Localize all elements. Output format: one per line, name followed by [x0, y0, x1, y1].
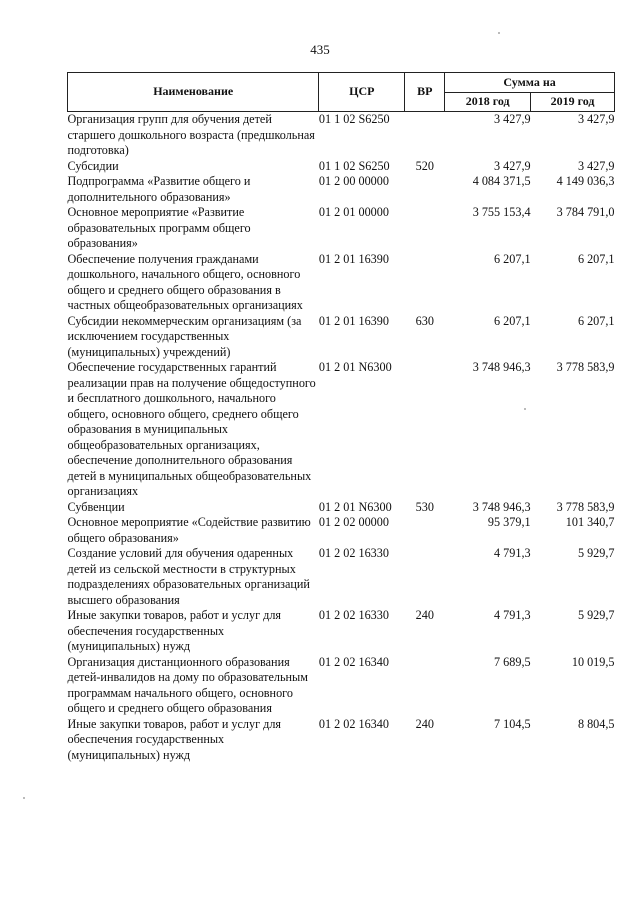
row-sum-2019: 3 778 583,9	[556, 360, 615, 374]
row-name: Обеспечение получения гражданами дошкольного, начального общего, основного общего и среднего общего образования в частных общеобразовательных организациях	[67, 251, 303, 312]
row-sum-2019: 10 019,5	[571, 654, 615, 669]
table-row	[68, 205, 615, 252]
header-year-2019: 2019 год	[531, 92, 615, 112]
row-sum-2018: 4 791,3	[494, 608, 531, 622]
row-name: Создание условий для обучения одаренных детей из сельской местности в структурных подразделениях образовательных организаций высшего образования	[67, 546, 310, 607]
row-csr: 01 2 01 N6300	[318, 499, 392, 514]
row-csr: 01 2 02 16340	[318, 716, 389, 731]
row-sum-2019: 3 427,9	[577, 112, 615, 126]
row-csr: 01 1 02 S6250	[318, 112, 390, 126]
row-csr: 01 2 00 00000	[318, 174, 389, 188]
row-sum-2019: 3 778 583,9	[556, 499, 615, 514]
row-csr: 01 2 01 16390	[318, 313, 389, 328]
table-row	[68, 608, 615, 655]
budget-table	[67, 72, 615, 763]
table-row	[68, 174, 615, 205]
row-name: Обеспечение государственных гарантий реализации прав на получение общедоступного и бесплатного дошкольного, начального общего, основного общего, среднего общего образования в муниципальных общеобразовательных организациях, обеспечение дополнительного образования детей в муниципальных общеобразовательных организациях	[67, 360, 316, 498]
row-sum-2018: 95 379,1	[487, 515, 531, 529]
row-sum-2019: 6 207,1	[577, 313, 615, 328]
row-vr	[405, 252, 445, 314]
row-vr: 240	[415, 716, 434, 731]
row-sum-2018: 3 755 153,4	[472, 205, 531, 219]
row-name: Иные закупки товаров, работ и услуг для обеспечения государственных (муниципальных) нужд	[67, 608, 282, 653]
header-sum: Сумма на	[445, 73, 615, 93]
row-csr: 01 2 01 00000	[318, 205, 389, 219]
page-number: 435	[310, 42, 330, 57]
row-csr: 01 2 02 16340	[318, 654, 389, 669]
row-name: Иные закупки товаров, работ и услуг для обеспечения государственных (муниципальных) нужд	[67, 716, 282, 762]
row-vr: 240	[415, 608, 434, 622]
row-sum-2018: 3 427,9	[494, 158, 531, 173]
table-row	[68, 252, 615, 314]
scan-speck	[524, 408, 526, 410]
header-csr: ЦСР	[319, 73, 405, 112]
table-row	[68, 314, 615, 361]
scan-speck	[498, 32, 500, 34]
table-row	[68, 112, 615, 159]
row-sum-2018: 4 791,3	[494, 546, 531, 560]
header-name: Наименование	[68, 73, 319, 112]
row-sum-2019: 8 804,5	[577, 716, 615, 731]
row-sum-2019: 3 784 791,0	[556, 205, 615, 219]
row-sum-2019: 3 427,9	[577, 158, 615, 173]
table-row	[68, 655, 615, 717]
row-name: Субвенции	[67, 499, 125, 514]
row-sum-2018: 3 427,9	[494, 112, 531, 126]
table-row	[68, 360, 615, 500]
row-csr: 01 2 01 N6300	[318, 360, 392, 374]
scan-speck	[23, 797, 25, 799]
row-sum-2018: 7 689,5	[494, 654, 531, 669]
row-vr: 530	[415, 499, 434, 514]
row-sum-2019: 6 207,1	[577, 251, 615, 266]
row-vr	[405, 546, 445, 608]
row-csr: 01 2 02 16330	[318, 608, 389, 622]
row-name: Субсидии некоммерческим организациям (за исключением государственных (муниципальных) учреждений)	[67, 313, 302, 359]
row-vr: 520	[415, 158, 434, 173]
row-sum-2018: 7 104,5	[494, 716, 531, 731]
row-sum-2019: 5 929,7	[577, 546, 615, 560]
row-vr	[405, 515, 445, 546]
row-vr	[405, 360, 445, 500]
row-name: Субсидии	[67, 158, 119, 173]
table-row	[68, 546, 615, 608]
row-sum-2018: 3 748 946,3	[472, 499, 531, 514]
row-name: Подпрограмма «Развитие общего и дополнительного образования»	[67, 174, 251, 204]
row-sum-2018: 4 084 371,5	[472, 174, 531, 188]
row-vr	[405, 174, 445, 205]
row-sum-2019: 5 929,7	[577, 608, 615, 622]
table-row	[68, 500, 615, 516]
row-name: Основное мероприятие «Развитие образовательных программ общего образования»	[67, 205, 251, 250]
row-sum-2018: 3 748 946,3	[472, 360, 531, 374]
row-sum-2019: 101 340,7	[565, 515, 615, 529]
row-name: Основное мероприятие «Содействие развитию общего образования»	[67, 515, 311, 545]
row-csr: 01 2 02 16330	[318, 546, 389, 560]
row-vr	[405, 112, 445, 159]
row-vr	[405, 205, 445, 252]
row-name: Организация дистанционного образования детей-инвалидов на дому по образовательным программам начального общего, основного общего и среднего общего образования	[67, 654, 308, 715]
row-sum-2018: 6 207,1	[494, 313, 531, 328]
header-year-2018: 2018 год	[445, 92, 531, 112]
header-vr: ВР	[405, 73, 445, 112]
table-row	[68, 515, 615, 546]
row-csr: 01 2 01 16390	[318, 251, 389, 266]
table-row	[68, 159, 615, 175]
row-csr: 01 2 02 00000	[318, 515, 389, 529]
row-vr: 630	[415, 313, 434, 328]
row-sum-2018: 6 207,1	[494, 251, 531, 266]
row-sum-2019: 4 149 036,3	[556, 174, 615, 188]
row-vr	[405, 655, 445, 717]
row-csr: 01 1 02 S6250	[318, 158, 390, 173]
row-name: Организация групп для обучения детей старшего дошкольного возраста (предшкольная подготовка)	[67, 112, 315, 157]
table-row	[68, 717, 615, 764]
